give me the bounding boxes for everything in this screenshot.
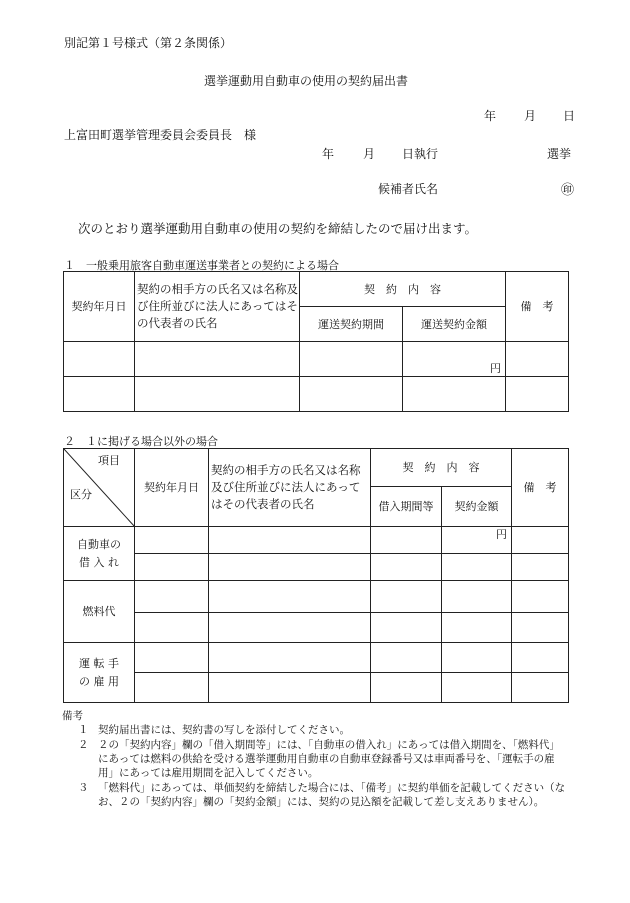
s2-col-date: 契約年月日 — [135, 449, 209, 527]
s2-diag-bottom: 区分 — [70, 488, 92, 501]
s2-cell[interactable] — [135, 673, 209, 703]
s2-cell[interactable] — [512, 643, 569, 673]
s2-cell[interactable] — [209, 613, 371, 643]
s2-cell[interactable] — [512, 613, 569, 643]
s1-cell[interactable] — [64, 342, 135, 377]
note-2-num: ２ — [78, 739, 89, 751]
s2-cell[interactable] — [442, 673, 512, 703]
s2-row-driver-line2: の 雇 用 — [79, 674, 119, 688]
section1-table — [63, 271, 569, 412]
s2-yen: 円 — [442, 527, 512, 554]
s2-cell[interactable] — [512, 673, 569, 703]
s2-cell[interactable] — [442, 581, 512, 613]
s1-cell[interactable] — [64, 377, 135, 412]
s2-diag-top: 項目 — [98, 454, 120, 467]
s2-col-notes: 備 考 — [512, 449, 569, 527]
note-3-num: ３ — [78, 782, 89, 794]
s2-cell[interactable] — [512, 554, 569, 581]
form-number: 別記第１号様式（第２条関係） — [64, 36, 233, 50]
s1-cell[interactable] — [135, 342, 300, 377]
s2-cell[interactable] — [135, 554, 209, 581]
s2-row-car-line1: 自動車の — [77, 537, 121, 551]
addressee: 上富田町選挙管理委員会委員長 様 — [64, 128, 257, 142]
date-year: 年 — [484, 109, 497, 123]
s1-yen: 円 — [403, 342, 506, 377]
s2-col-contents: 契 約 内 容 — [371, 449, 512, 487]
exec-year: 年 — [322, 147, 335, 161]
s1-cell[interactable] — [506, 342, 569, 377]
note-1-num: １ — [78, 724, 89, 736]
s2-cell[interactable] — [135, 643, 209, 673]
s1-cell[interactable] — [300, 342, 403, 377]
seal-mark: ㊞ — [561, 183, 575, 198]
s2-cell[interactable] — [371, 581, 442, 613]
s1-col-amount: 運送契約金額 — [403, 307, 506, 342]
s1-col-notes: 備 考 — [506, 272, 569, 342]
document-title: 選挙運動用自動車の使用の契約届出書 — [204, 74, 409, 88]
date-month: 月 — [524, 109, 537, 123]
s2-cell[interactable] — [209, 643, 371, 673]
s2-cell[interactable] — [209, 554, 371, 581]
candidate-label: 候補者氏名 — [378, 182, 439, 196]
s2-cell[interactable] — [135, 527, 209, 554]
s2-cell[interactable] — [209, 527, 371, 554]
s2-cell[interactable] — [209, 581, 371, 613]
s2-row-fuel: 燃料代 — [64, 581, 135, 643]
s2-cell[interactable] — [371, 527, 442, 554]
s1-col-contents: 契 約 内 容 — [300, 272, 506, 307]
s1-cell[interactable] — [506, 377, 569, 412]
s2-col-party: 契約の相手方の氏名又は名称及び住所並びに法人にあってはその代表者の氏名 — [209, 449, 371, 527]
exec-day: 日執行 — [402, 147, 439, 161]
election-label: 選挙 — [547, 147, 572, 161]
s1-cell[interactable] — [300, 377, 403, 412]
note-1-text: 契約届出書には、契約書の写しを添付してください。 — [98, 724, 350, 736]
s2-cell[interactable] — [371, 613, 442, 643]
s2-cell[interactable] — [135, 613, 209, 643]
s2-cell[interactable] — [442, 613, 512, 643]
note-3-text: 「燃料代」にあっては、単価契約を締結した場合には、「備考」に契約単価を記載してください（なお、２の「契約内容」欄の「契約金額」には、契約の見込額を記載して差し支えありません）。 — [98, 782, 566, 808]
s2-row-driver-line1: 運 転 手 — [79, 656, 119, 670]
date-day: 日 — [563, 109, 576, 123]
s1-cell[interactable] — [135, 377, 300, 412]
s2-cell[interactable] — [135, 581, 209, 613]
s2-cell[interactable] — [442, 643, 512, 673]
s2-col-amount: 契約金額 — [442, 487, 512, 527]
s1-col-date: 契約年月日 — [64, 272, 135, 342]
exec-month: 月 — [363, 147, 376, 161]
section1-heading: １ 一般乗用旅客自動車運送事業者との契約による場合 — [64, 259, 339, 272]
s2-row-car — [64, 527, 135, 581]
s2-row-car-line2: 借 入 れ — [79, 555, 119, 569]
s1-cell[interactable] — [403, 377, 506, 412]
intro-text: 次のとおり選挙運動用自動車の使用の契約を締結したので届け出ます。 — [78, 221, 478, 236]
s2-cell[interactable] — [512, 527, 569, 554]
s2-cell[interactable] — [209, 673, 371, 703]
section2-table — [63, 448, 569, 703]
s2-row-driver — [64, 643, 135, 703]
s1-col-period: 運送契約期間 — [300, 307, 403, 342]
s2-diagonal-header — [64, 449, 135, 527]
s2-col-period: 借入期間等 — [371, 487, 442, 527]
s2-cell[interactable] — [512, 581, 569, 613]
s2-cell[interactable] — [371, 554, 442, 581]
s2-cell[interactable] — [371, 673, 442, 703]
notes-heading: 備考 — [62, 710, 83, 722]
s1-col-party: 契約の相手方の氏名又は名称及び住所並びに法人にあってはその代表者の氏名 — [135, 272, 300, 342]
note-2-text: ２の「契約内容」欄の「借入期間等」には、「自動車の借入れ」にあっては借入期間を、「燃料代」にあっては燃料の供給を受ける選挙運動用自動車の自動車登録番号又は車両番号を、「運転手の雇用」にあっては雇用期間を記入してください。 — [98, 739, 560, 779]
section2-heading: ２ １に掲げる場合以外の場合 — [64, 435, 218, 448]
s2-cell[interactable] — [442, 554, 512, 581]
s2-cell[interactable] — [371, 643, 442, 673]
